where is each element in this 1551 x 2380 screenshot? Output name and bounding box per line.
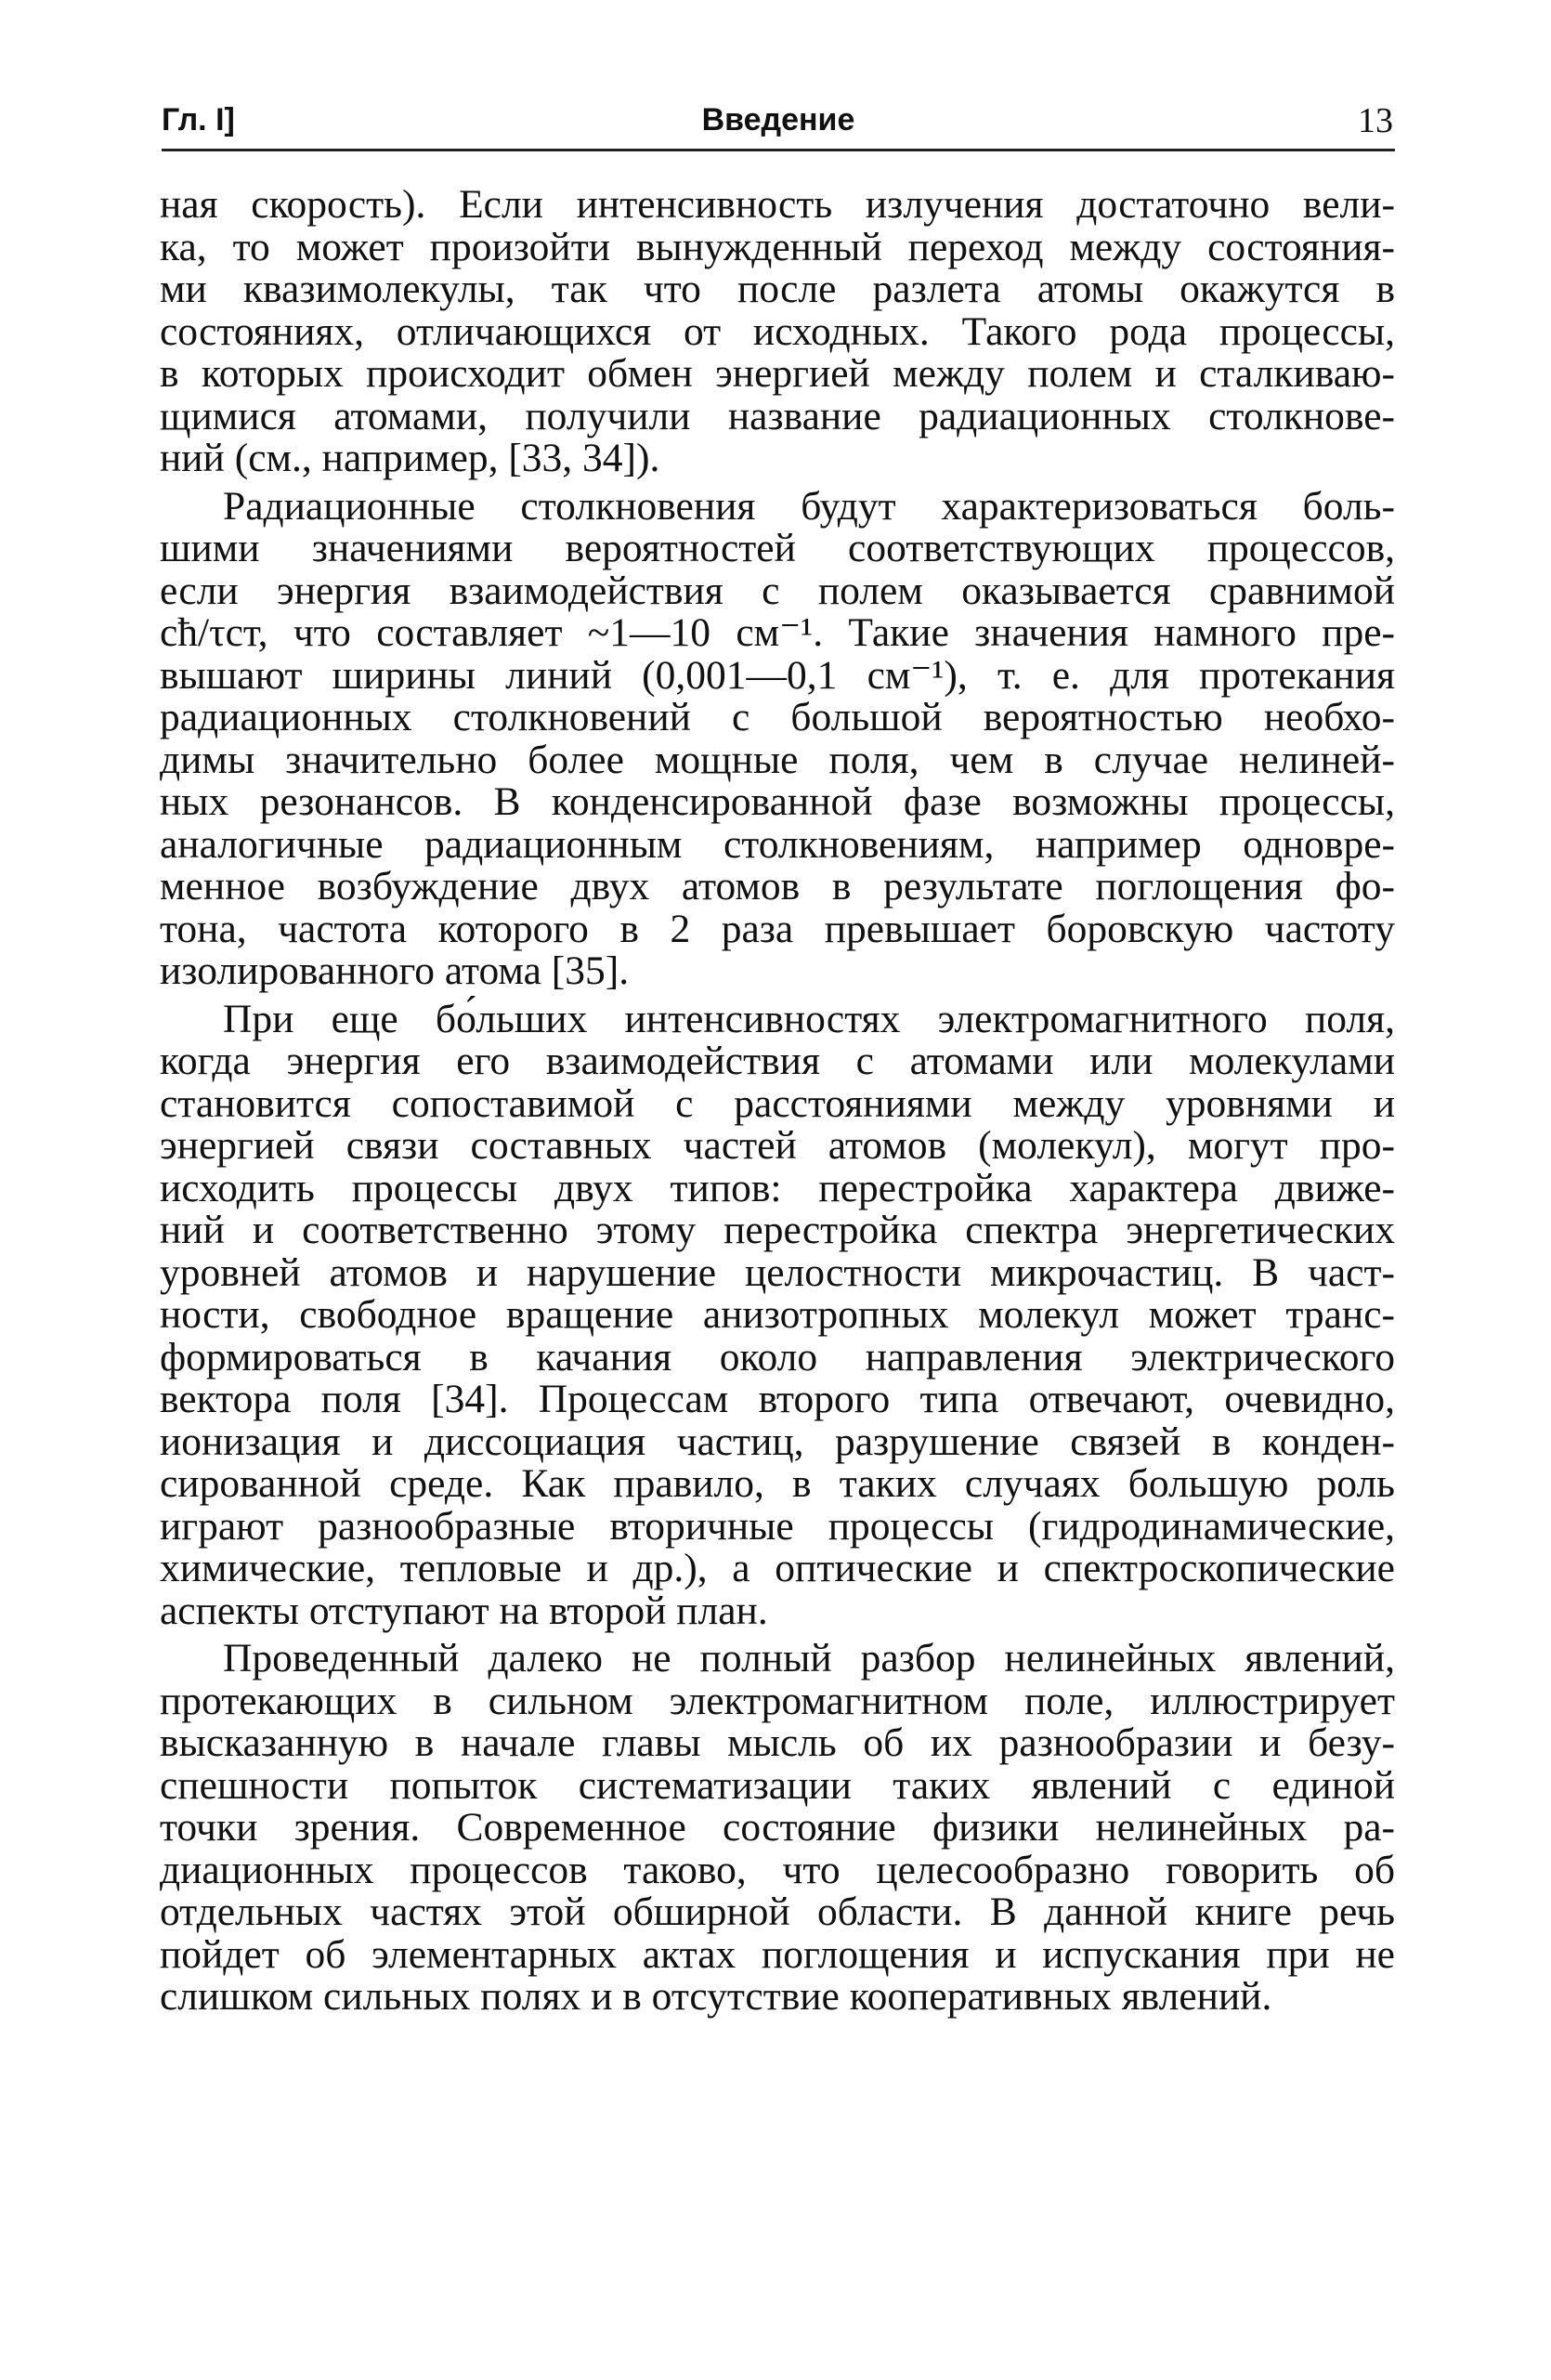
text-line: ка, то может произойти вынужденный переход между состояния- [160, 224, 1395, 269]
text-line: высказанную в начале главы мысль об их разнообразии и безу- [160, 1720, 1395, 1765]
text-line: формироваться в качания около направления электрического [160, 1334, 1395, 1380]
text-line: в которых происходит обмен энергией между полем и сталкиваю- [160, 351, 1395, 396]
text-line: тона, частота которого в 2 раза превышает боровскую частоту [160, 906, 1395, 951]
paragraph-3 [160, 996, 1395, 1633]
text-line: ний (см., например, [33, 34]). [160, 436, 660, 480]
text-line: пойдет об элементарных актах поглощения и испускания при не [160, 1931, 1395, 1977]
text-line: ности, свободное вращение анизотропных молекул может транс- [160, 1292, 1395, 1337]
running-header [162, 97, 1395, 151]
paragraph-2 [160, 483, 1395, 993]
text-line: ная скорость). Если интенсивность излучения достаточно вели- [160, 182, 1395, 227]
text-line: исходить процессы двух типов: перестройка характера движе- [160, 1165, 1395, 1210]
text-line: точки зрения. Современное состояние физики нелинейных ра- [160, 1805, 1395, 1850]
text-line: При еще бо́льших интенсивностях электромагнитного поля, [223, 996, 1395, 1041]
text-line: ионизация и диссоциация частиц, разрушение связей в конден- [160, 1419, 1395, 1464]
text-line: щимися атомами, получили название радиационных столкнове- [160, 393, 1395, 438]
text-line: сированной среде. Как правило, в таких случаях большую роль [160, 1461, 1395, 1506]
body-text [160, 184, 1395, 2019]
text-line: спешности попыток систематизации таких явлений с единой [160, 1762, 1395, 1808]
text-line: становится сопоставимой с расстояниями между уровнями и [160, 1080, 1395, 1126]
section-title: Введение [701, 102, 855, 137]
text-line: менное возбуждение двух атомов в результате поглощения фо- [160, 864, 1395, 909]
text-line: шими значениями вероятностей соответствующих процессов, [160, 526, 1395, 570]
chapter-label: Гл. I] [162, 102, 235, 137]
text-line: энергией связи составных частей атомов (молекул), могут про- [160, 1123, 1395, 1168]
text-line: слишком сильных полях и в отсутствие кооперативных явлений. [160, 1974, 1272, 2019]
text-line: если энергия взаимодействия с полем оказывается сравнимой [160, 568, 1395, 613]
text-line: уровней атомов и нарушение целостности микрочастиц. В част- [160, 1249, 1395, 1295]
text-line: димы значительно более мощные поля, чем в случае нелиней- [160, 737, 1395, 782]
text-line: радиационных столкновений с большой вероятностью необхо- [160, 695, 1395, 739]
text-line: отдельных частях этой обширной области. В данной книге речь [160, 1890, 1395, 1934]
text-line: изолированного атома [35]. [160, 948, 630, 993]
text-line: когда энергия его взаимодействия с атомами или молекулами [160, 1039, 1395, 1083]
text-line: химические, тепловые и др.), а оптические и спектроскопические [160, 1546, 1395, 1590]
text-line: аналогичные радиационным столкновениям, например одновре- [160, 821, 1395, 867]
text-line: ми квазимолекулы, так что после разлета атомы окажутся в [160, 267, 1395, 311]
text-line: протекающих в сильном электромагнитном поле, иллюстрирует [160, 1678, 1395, 1723]
text-line: Радиационные столкновения будут характеризоваться боль- [223, 483, 1395, 529]
text-line: вектора поля [34]. Процессам второго типа отвечают, очевидно, [160, 1377, 1395, 1421]
text-line: состояниях, отличающихся от исходных. Такого рода процессы, [160, 308, 1395, 354]
text-line: ний и соответственно этому перестройка спектра энергетических [160, 1208, 1395, 1252]
text-line: играют разнообразные вторичные процессы (гидродинамические, [160, 1503, 1395, 1549]
paragraph-4 [160, 1638, 1395, 2019]
text-line: ных резонансов. В конденсированной фазе возможны процессы, [160, 779, 1395, 824]
text-line: вышают ширины линий (0,001—0,1 см⁻¹), т. е. для протекания [160, 652, 1395, 698]
text-line: аспекты отступают на второй план. [160, 1588, 768, 1633]
text-line: Проведенный далеко не полный разбор нелинейных явлений, [223, 1636, 1395, 1680]
text-line: диационных процессов таково, что целесообразно говорить об [160, 1847, 1395, 1892]
page-number: 13 [1358, 101, 1393, 140]
paragraph-1 [160, 184, 1395, 480]
text-line: cħ/τст, что составляет ~1—10 см⁻¹. Такие значения намного пре- [160, 610, 1395, 655]
